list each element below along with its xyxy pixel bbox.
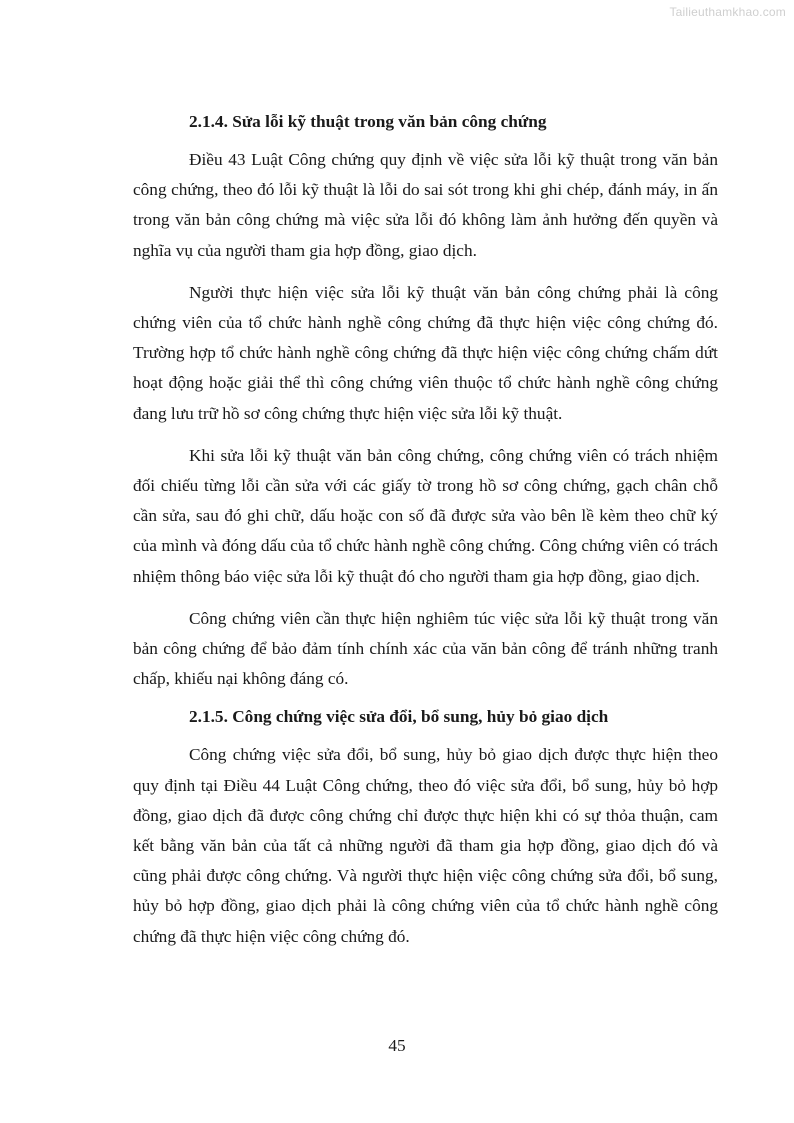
section-heading-2-1-4: 2.1.4. Sửa lỗi kỹ thuật trong văn bản công chứng: [189, 112, 547, 131]
paragraph: Công chứng việc sửa đổi, bổ sung, hủy bỏ giao dịch được thực hiện theo quy định tại Điều 44 Luật Công chứng, theo đó việc sửa đổi, bổ sung, hủy bỏ hợp đồng, giao dịch đã được công chứng chỉ được thực hiện khi có sự thỏa thuận, cam kết bằng văn bản của tất cả những người đã tham gia hợp đồng, giao dịch đó và cũng phải được công chứng. Và người thực hiện việc công chứng sửa đổi, bổ sung, hủy bỏ hợp đồng, giao dịch phải là công chứng viên của tổ chức hành nghề công chứng đã thực hiện việc công chứng đó.: [133, 745, 718, 946]
paragraph: Khi sửa lỗi kỹ thuật văn bản công chứng, công chứng viên có trách nhiệm đối chiếu từng lỗi cần sửa với các giấy tờ trong hồ sơ công chứng, gạch chân chỗ cần sửa, sau đó ghi chữ, dấu hoặc con số đã được sửa vào bên lề kèm theo chữ ký của mình và đóng dấu của tổ chức hành nghề công chứng. Công chứng viên có trách nhiệm thông báo việc sửa lỗi kỹ thuật đó cho người tham gia hợp đồng, giao dịch.: [133, 445, 718, 586]
page-content: [133, 105, 718, 952]
paragraph: Công chứng viên cần thực hiện nghiêm túc việc sửa lỗi kỹ thuật trong văn bản công chứng để bảo đảm tính chính xác của văn bản công để tránh những tranh chấp, khiếu nại không đáng có.: [133, 608, 718, 689]
section-heading-2-1-5: 2.1.5. Công chứng việc sửa đổi, bổ sung, hủy bỏ giao dịch: [189, 707, 609, 727]
paragraph: Người thực hiện việc sửa lỗi kỹ thuật văn bản công chứng phải là công chứng viên của tổ chức hành nghề công chứng đã thực hiện việc công chứng đó. Trường hợp tổ chức hành nghề công chứng đã thực hiện việc công chứng chấm dứt hoạt động hoặc giải thể thì công chứng viên thuộc tổ chức hành nghề công chứng đang lưu trữ hồ sơ công chứng thực hiện việc sửa lỗi kỹ thuật.: [133, 282, 718, 423]
watermark: Tailieuthamkhao.com: [669, 5, 786, 19]
paragraph: Điều 43 Luật Công chứng quy định về việc sửa lỗi kỹ thuật trong văn bản công chứng, theo đó lỗi kỹ thuật là lỗi do sai sót trong khi ghi chép, đánh máy, in ấn trong văn bản công chứng mà việc sửa lỗi đó không làm ảnh hưởng đến quyền và nghĩa vụ của người tham gia hợp đồng, giao dịch.: [133, 150, 718, 260]
page-number: 45: [388, 1036, 406, 1055]
